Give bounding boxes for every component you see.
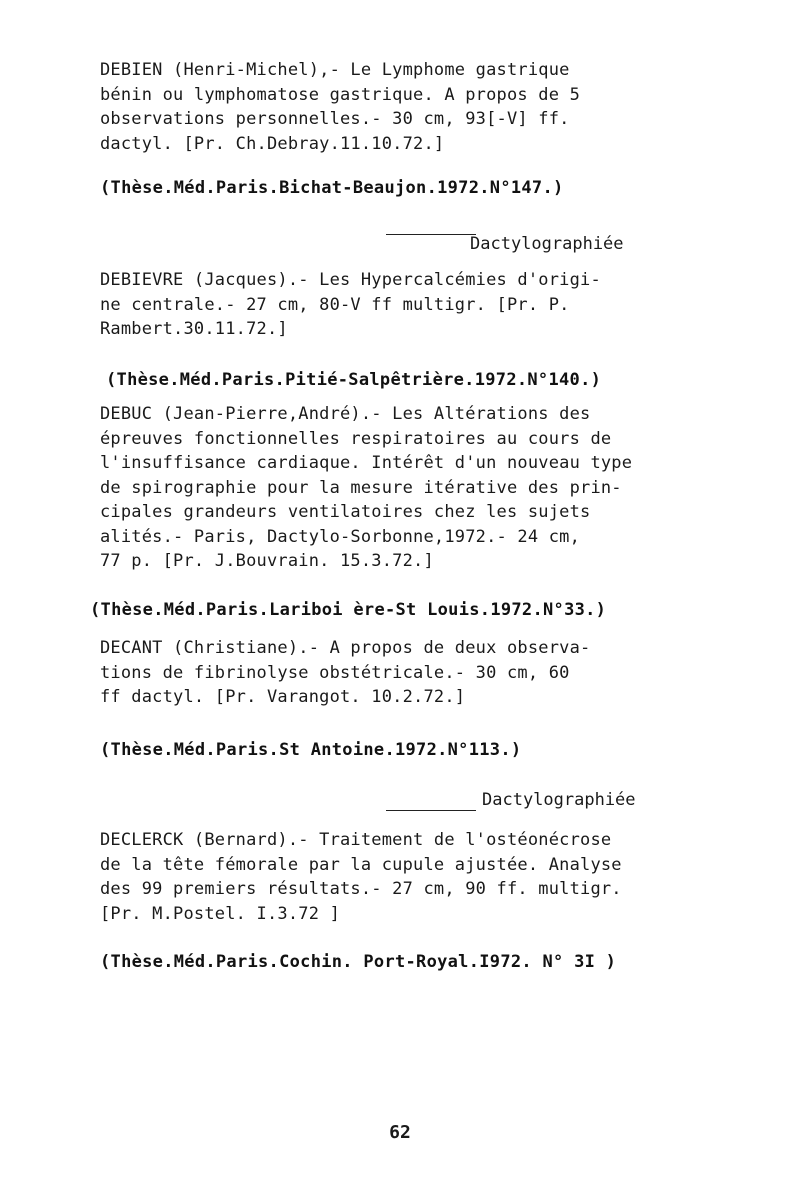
entry-line: Rambert.30.11.72.] — [100, 319, 288, 339]
entry-line: DEBIEN (Henri-Michel),- Le Lymphome gastrique — [100, 60, 570, 80]
entry-line: DECLERCK (Bernard).- Traitement de l'ostéonécrose — [100, 830, 612, 850]
bibliography-entry-decant — [100, 636, 720, 710]
entry-line: 77 p. [Pr. J.Bouvrain. 15.3.72.] — [100, 551, 434, 571]
bibliography-entry-debuc — [100, 402, 720, 574]
bibliography-entry-declerck — [100, 828, 720, 926]
thesis-reference: (Thèse.Méd.Paris.St Antoine.1972.N°113.) — [100, 740, 522, 760]
entry-line: DEBIEVRE (Jacques).- Les Hypercalcémies d'origi- — [100, 270, 601, 290]
typed-label: Dactylographiée — [482, 790, 636, 810]
entry-line: de la tête fémorale par la cupule ajustée. Analyse — [100, 854, 622, 875]
thesis-reference: (Thèse.Méd.Paris.Cochin. Port-Royal.I972. N° 3I ) — [100, 952, 617, 972]
thesis-reference: (Thèse.Méd.Paris.Pitié-Salpêtrière.1972.N°140.) — [106, 370, 602, 390]
page-number: 62 — [389, 1122, 411, 1143]
entry-line: bénin ou lymphomatose gastrique. A propos de 5 — [100, 84, 581, 105]
entry-line: cipales grandeurs ventilatoires chez les sujets — [100, 502, 591, 522]
thesis-reference: (Thèse.Méd.Paris.Lariboi ère-St Louis.1972.N°33.) — [90, 600, 607, 620]
entry-line: dactyl. [Pr. Ch.Debray.11.10.72.] — [100, 133, 445, 154]
entry-line: l'insuffisance cardiaque. Intérêt d'un nouveau type — [100, 453, 633, 473]
separator-rule — [386, 810, 476, 811]
thesis-reference: (Thèse.Méd.Paris.Bichat-Beaujon.1972.N°147.) — [100, 178, 564, 198]
entry-line: alités.- Paris, Dactylo-Sorbonne,1972.- 24 cm, — [100, 526, 581, 547]
separator-rule — [386, 234, 476, 235]
entry-line: des 99 premiers résultats.- 27 cm, 90 ff. multigr. — [100, 879, 622, 899]
entry-line: DECANT (Christiane).- A propos de deux observa- — [100, 638, 591, 658]
entry-line: ff dactyl. [Pr. Varangot. 10.2.72.] — [100, 687, 466, 707]
bleed-through-texture — [100, 1000, 720, 1020]
entry-line: tions de fibrinolyse obstétricale.- 30 cm, 60 — [100, 662, 570, 683]
typed-label: Dactylographiée — [470, 234, 624, 254]
entry-line: épreuves fonctionnelles respiratoires au cours de — [100, 428, 612, 449]
entry-line: ne centrale.- 27 cm, 80-V ff multigr. [Pr. P. — [100, 294, 570, 315]
entry-line: de spirographie pour la mesure itérative des prin- — [100, 477, 622, 498]
bibliography-entry-debievre — [100, 268, 720, 342]
entry-line: observations personnelles.- 30 cm, 93[-V] ff. — [100, 109, 570, 129]
entry-line: DEBUC (Jean-Pierre,André).- Les Altérations des — [100, 404, 591, 424]
bibliography-entry-debien — [100, 58, 720, 156]
entry-line: [Pr. M.Postel. I.3.72 ] — [100, 903, 341, 924]
